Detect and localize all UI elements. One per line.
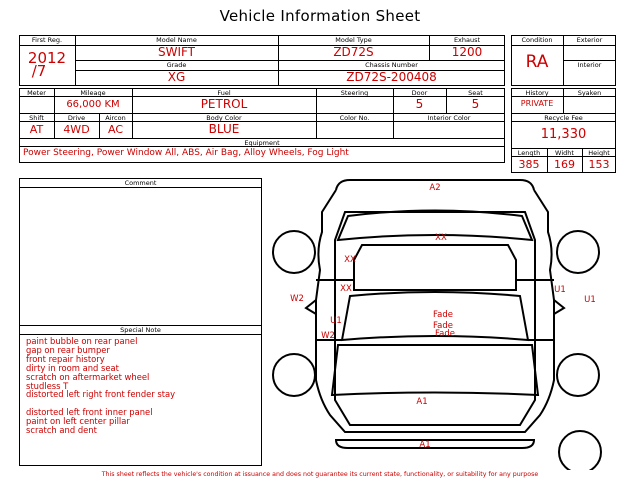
mark-windshield-fade-2: Fade <box>433 321 453 331</box>
height-value: 153 <box>588 158 610 171</box>
note-line: scratch and dent <box>26 425 97 436</box>
steering-label: Steering <box>340 89 369 97</box>
sheet-title: Vehicle Information Sheet <box>219 7 421 25</box>
roof-outline <box>354 245 516 290</box>
disclaimer-footer: This sheet reflects the vehicle's condition at issuance and does not guarantee its current state, functionality, or suitability for any purpose <box>101 471 539 478</box>
condition-value: RA <box>525 52 549 72</box>
recycle-fee-label: Recycle Fee <box>544 114 583 122</box>
wheel-front-left <box>273 354 315 396</box>
note-line: gap on rear bumper <box>26 344 110 355</box>
syaken-label: Syaken <box>577 89 602 97</box>
history-value: PRIVATE <box>520 99 554 108</box>
mark-right-side-u1: U1 <box>554 285 566 295</box>
comment-label: Comment <box>124 179 157 187</box>
drive-value: 4WD <box>63 123 90 136</box>
wheel-rear-right <box>557 231 599 273</box>
shift-label: Shift <box>29 114 44 122</box>
mark-left-rear-door: XX <box>344 255 356 265</box>
mark-left-rear-fender: W2 <box>290 294 304 304</box>
interior-label: Interior <box>577 61 602 69</box>
seat-value: 5 <box>471 97 480 111</box>
mark-roof: XX <box>435 233 447 243</box>
note-line: studless T <box>26 380 69 391</box>
grade-label: Grade <box>166 61 187 69</box>
drive-label: Drive <box>67 114 86 122</box>
mark-left-side-w2: W2 <box>321 331 335 341</box>
exhaust-label: Exhaust <box>453 36 481 44</box>
car-damage-diagram <box>268 178 640 470</box>
fuel-value: PETROL <box>200 97 248 111</box>
hood-outline <box>332 345 538 395</box>
spare-wheel <box>559 431 601 470</box>
model-type-label: Model Type <box>335 36 372 44</box>
mark-left-side-u1: U1 <box>330 316 342 326</box>
mileage-value: 66,000 KM <box>66 99 120 110</box>
body-color-label: Body Color <box>206 114 242 122</box>
first-reg-label: First Reg. <box>31 36 63 44</box>
special-note-label: Special Note <box>120 326 161 334</box>
condition-label: Condition <box>521 36 553 44</box>
chassis-label: Chassis Number <box>365 61 418 69</box>
model-name-label: Model Name <box>156 36 197 44</box>
note-line: scratch on aftermarket wheel <box>26 371 150 382</box>
interior-color-label: Interior Color <box>427 114 471 122</box>
meter-label: Meter <box>27 89 46 97</box>
mark-left-front-door: XX <box>340 284 352 294</box>
front-bumper-outline <box>336 440 534 448</box>
door-label: Door <box>411 89 428 97</box>
note-line: paint on left center pillar <box>26 416 130 427</box>
model-name-value: SWIFT <box>157 45 196 59</box>
width-value: 169 <box>554 158 575 171</box>
model-type-value: ZD72S <box>333 45 374 59</box>
length-label: Length <box>517 149 541 157</box>
shift-value: AT <box>29 123 44 136</box>
note-line: distorted left right front fender stay <box>26 389 176 400</box>
note-line: distorted left front inner panel <box>26 407 153 418</box>
first-reg-month: /7 <box>31 62 47 80</box>
mark-rear-top: A2 <box>429 183 441 193</box>
aircon-value: AC <box>107 123 123 136</box>
exterior-label: Exterior <box>576 36 603 44</box>
height-label: Height <box>588 149 610 157</box>
color-no-label: Color No. <box>339 114 370 122</box>
mark-windshield-fade-1: Fade <box>433 310 453 320</box>
wheel-rear-left <box>273 231 315 273</box>
chassis-value: ZD72S-200408 <box>346 70 437 84</box>
mirror-right <box>554 300 564 314</box>
mirror-left <box>306 300 316 314</box>
door-value: 5 <box>415 97 424 111</box>
recycle-fee-value: 11,330 <box>540 127 587 142</box>
note-line: dirty in room and seat <box>26 362 119 373</box>
seat-label: Seat <box>468 89 483 97</box>
mark-front-bumper: A1 <box>416 397 428 407</box>
equipment-value: Power Steering, Power Window All, ABS, Air Bag, Alloy Wheels, Fog Light <box>23 148 349 158</box>
mark-right-wheel-u1: U1 <box>584 295 596 305</box>
history-label: History <box>525 89 549 97</box>
mileage-label: Mileage <box>80 89 106 97</box>
fuel-label: Fuel <box>217 89 231 97</box>
length-value: 385 <box>518 158 540 171</box>
width-label: Widht <box>555 149 574 157</box>
note-line: front repair history <box>26 353 105 364</box>
grade-value: XG <box>167 70 186 84</box>
equipment-label: Equipment <box>244 139 280 147</box>
note-line: paint bubble on rear panel <box>26 336 138 346</box>
body-color-value: BLUE <box>208 122 240 136</box>
mark-front-bottom: A1 <box>419 440 431 450</box>
first-reg-year: 2012 <box>27 49 67 67</box>
wheel-front-right <box>557 354 599 396</box>
aircon-label: Aircon <box>105 114 126 122</box>
mark-windshield-fade-3: Fade <box>435 329 455 339</box>
special-notes-list <box>26 337 175 435</box>
comment-box <box>19 178 262 326</box>
exhaust-value: 1200 <box>451 45 483 59</box>
